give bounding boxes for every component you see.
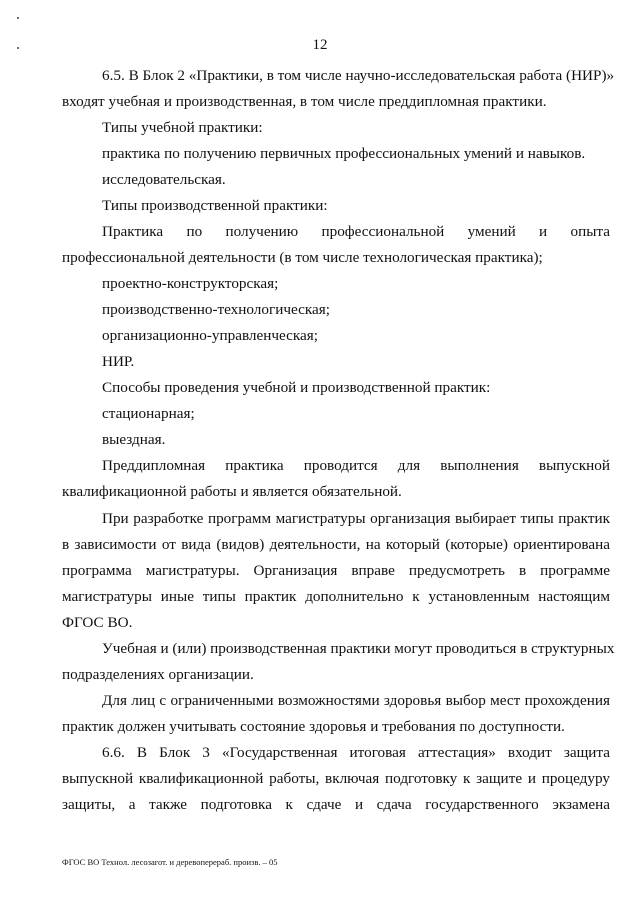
text-line: Для лиц с ограниченными возможностями здоровья выбор мест прохождения	[102, 692, 610, 709]
text-line: Преддипломная практика проводится для выполнения выпускной	[102, 457, 610, 474]
text-line: ФГОС ВО.	[62, 614, 133, 631]
text-line: Типы учебной практики:	[102, 119, 263, 136]
text-line: в зависимости от вида (видов) деятельности, на который (которые) ориентирована	[62, 536, 610, 553]
text-line: НИР.	[102, 353, 135, 370]
page-footer: ФГОС ВО Технол. лесозагот. и деревоперераб. произв. – 05	[62, 857, 278, 867]
text-line: практик должен учитывать состояние здоровья и требования по доступности.	[62, 718, 565, 735]
text-line: входят учебная и производственная, в том числе преддипломная практики.	[62, 93, 547, 110]
page-number: 12	[312, 37, 328, 53]
text-line: защиты, а также подготовка к сдаче и сдача государственного экзамена	[62, 796, 610, 813]
text-line: профессиональной деятельности (в том числе технологическая практика);	[62, 249, 543, 266]
text-line: 6.6. В Блок 3 «Государственная итоговая аттестация» входит защита	[102, 744, 610, 761]
text-line: производственно-технологическая;	[102, 301, 330, 318]
text-line: магистратуры иные типы практик дополнительно к установленным настоящим	[62, 588, 610, 605]
text-line: исследовательская.	[102, 171, 226, 188]
text-line: стационарная;	[102, 405, 195, 422]
text-line: выездная.	[102, 431, 166, 448]
text-line: При разработке программ магистратуры организация выбирает типы практик	[102, 510, 610, 527]
text-line: квалификационной работы и является обязательной.	[62, 483, 402, 500]
text-line: выпускной квалификационной работы, включая подготовку к защите и процедуру	[62, 770, 610, 787]
text-line: проектно-конструкторская;	[102, 275, 279, 292]
text-line: организационно-управленческая;	[102, 327, 318, 344]
text-line: 6.5. В Блок 2 «Практики, в том числе научно-исследовательская работа (НИР)»	[102, 67, 615, 84]
text-line: программа магистратуры. Организация вправе предусмотреть в программе	[62, 562, 610, 579]
text-line: Типы производственной практики:	[102, 197, 328, 214]
text-line: подразделениях организации.	[62, 666, 254, 683]
scan-speck	[17, 17, 19, 19]
text-line: Способы проведения учебной и производственной практик:	[102, 379, 491, 396]
text-line: Практика по получению профессиональной умений и опыта	[102, 223, 610, 240]
text-line: практика по получению первичных профессиональных умений и навыков.	[102, 145, 586, 162]
text-line: Учебная и (или) производственная практики могут проводиться в структурных	[102, 640, 615, 657]
